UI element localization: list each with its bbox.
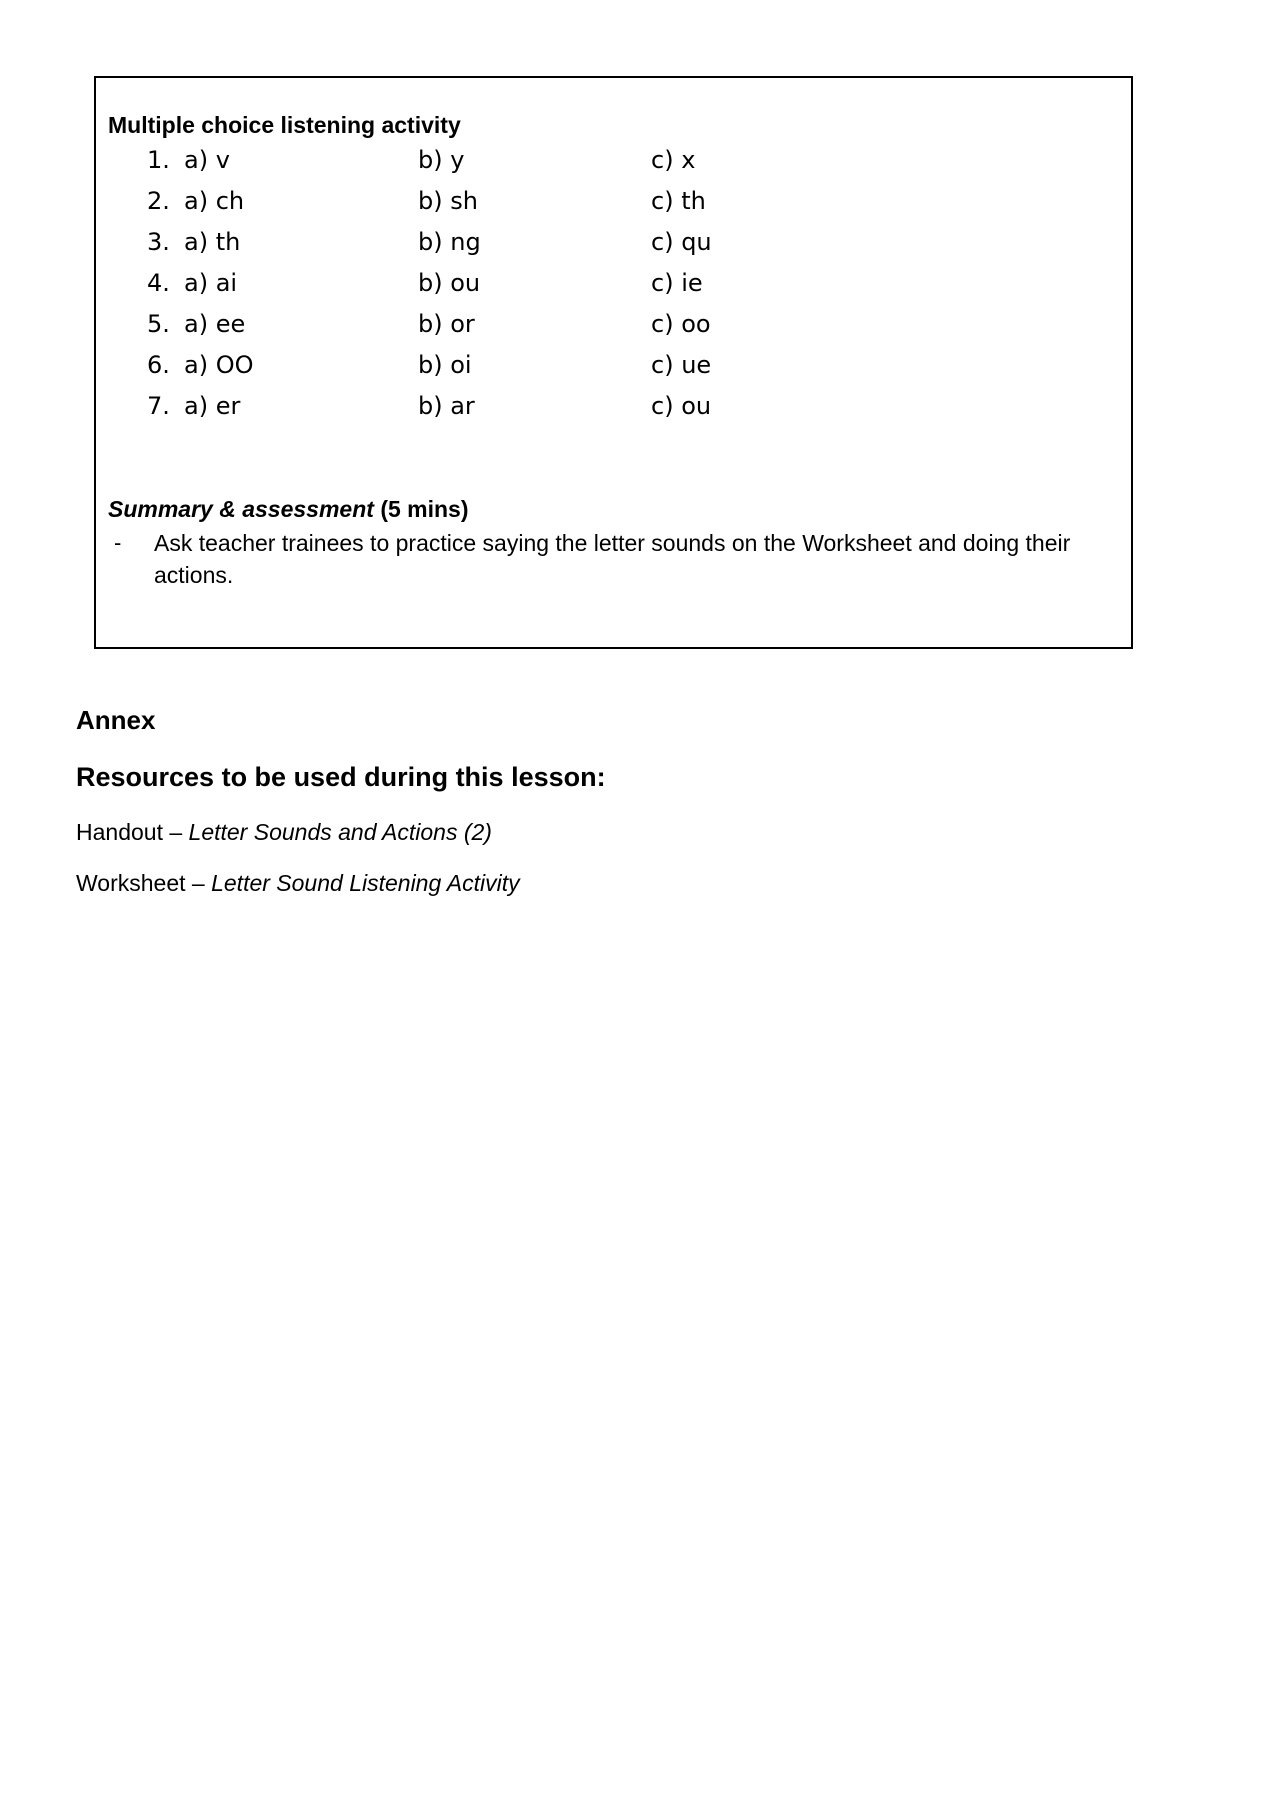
option-a: a) OO — [184, 351, 254, 379]
item-number: 5. — [147, 310, 170, 338]
resource-title: Letter Sounds and Actions (2) — [188, 819, 492, 845]
option-c: c) ue — [651, 351, 712, 379]
resource-label: Worksheet – — [76, 870, 212, 896]
activity-box — [94, 76, 1133, 649]
choice-row — [96, 187, 1131, 223]
option-b: b) y — [418, 146, 465, 174]
item-number: 1. — [147, 146, 170, 174]
option-b: b) ar — [418, 392, 475, 420]
item-number: 4. — [147, 269, 170, 297]
summary-heading-duration: (5 mins) — [380, 496, 469, 522]
option-c: c) oo — [651, 310, 711, 338]
option-c: c) ie — [651, 269, 703, 297]
summary-heading-title: Summary & assessment — [108, 496, 374, 522]
bullet-dash: - — [114, 530, 122, 555]
option-a: a) v — [184, 146, 230, 174]
option-b: b) ng — [418, 228, 481, 256]
choice-row — [96, 351, 1131, 387]
resource-item — [76, 870, 520, 897]
option-b: b) or — [418, 310, 475, 338]
option-a: a) ch — [184, 187, 245, 215]
option-c: c) x — [651, 146, 696, 174]
choice-row — [96, 228, 1131, 264]
choice-row — [96, 146, 1131, 182]
choice-row — [96, 269, 1131, 305]
option-a: a) th — [184, 228, 241, 256]
item-number: 3. — [147, 228, 170, 256]
option-c: c) qu — [651, 228, 712, 256]
item-number: 2. — [147, 187, 170, 215]
resource-label: Handout – — [76, 819, 189, 845]
option-a: a) er — [184, 392, 241, 420]
option-b: b) oi — [418, 351, 472, 379]
option-c: c) ou — [651, 392, 712, 420]
resource-title: Letter Sound Listening Activity — [211, 870, 520, 896]
option-c: c) th — [651, 187, 706, 215]
option-b: b) sh — [418, 187, 478, 215]
annex-heading: Annex — [76, 705, 156, 735]
choice-row — [96, 392, 1131, 428]
option-a: a) ee — [184, 310, 246, 338]
summary-heading — [108, 496, 469, 523]
resources-heading: Resources to be used during this lesson: — [76, 762, 606, 792]
resource-item — [76, 819, 492, 846]
item-number: 6. — [147, 351, 170, 379]
option-a: a) ai — [184, 269, 238, 297]
option-b: b) ou — [418, 269, 481, 297]
item-number: 7. — [147, 392, 170, 420]
activity-title: Multiple choice listening activity — [108, 112, 461, 138]
choice-row — [96, 310, 1131, 346]
summary-instruction: Ask teacher trainees to practice saying the letter sounds on the Worksheet and doing their actions. — [154, 530, 1071, 588]
